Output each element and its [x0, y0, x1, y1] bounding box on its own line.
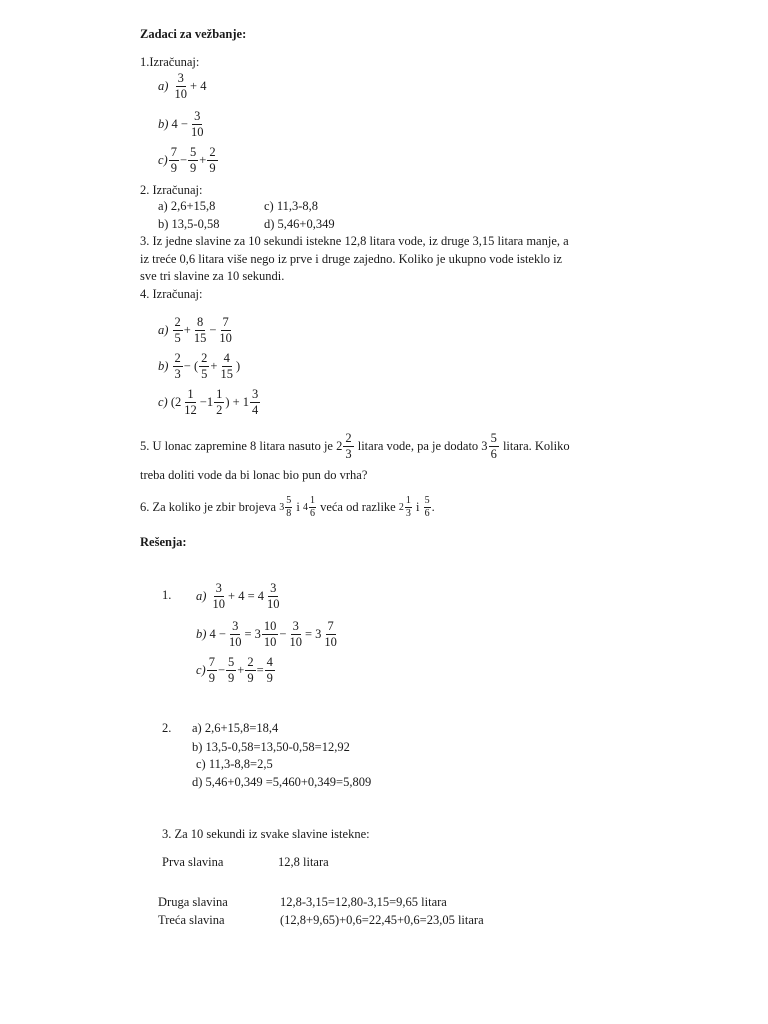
task4-b [158, 352, 240, 380]
task1-a-label: a) [158, 78, 169, 93]
task5-text-1: 5. U lonac zapremine 8 litara nasuto je 2 [140, 438, 343, 453]
task6-text-1: 6. Za koliko je zbir brojeva [140, 500, 277, 515]
task4-a-label: a) [158, 322, 169, 337]
task5-fraction-2: $\frac{5}{6}$ [490, 431, 497, 461]
solution1-b-fraction-4: $\frac{7}{10}$ [324, 619, 337, 649]
task5-text-2: litara vode, pa je dodato 3 [357, 438, 488, 453]
solution1-c-label: c) [196, 662, 206, 677]
task4-c-op1: −1 [199, 394, 214, 409]
task4-b-op1: − ( [183, 358, 199, 373]
task4-c [158, 388, 261, 416]
solution1-a-label: a) [196, 588, 207, 603]
task4-b-fraction-1: $\frac{2}{3}$ [174, 351, 181, 381]
task4-a-fraction-1: $\frac{2}{5}$ [174, 315, 181, 345]
task6-whole-1: 3 [279, 501, 285, 513]
solution1-b-eq1: = 3 [244, 626, 261, 641]
task2-heading: 2. Izračunaj: [140, 183, 203, 197]
solution1-c-fraction-1: $\frac{7}{9}$ [208, 655, 215, 685]
task1-heading: 1.Izračunaj: [140, 55, 200, 69]
task5-line-1 [140, 432, 570, 460]
task6-fraction-3: $\frac{1}{3}$ [405, 495, 411, 519]
task5-fraction-1: $\frac{2}{3}$ [345, 431, 352, 461]
solution1-b [196, 620, 340, 648]
solution3-row-label: Prva slavina [162, 855, 224, 869]
task5-line-2: treba doliti vode da bi lonac bio pun do vrha? [140, 468, 368, 482]
task2-b: b) 13,5-0,58 [158, 217, 220, 231]
task1-b-label: b) [158, 116, 169, 131]
task4-b-close: ) [235, 358, 241, 373]
solution1-b-op: − [279, 626, 287, 641]
task6-fraction-1: $\frac{5}{8}$ [286, 495, 292, 519]
solution3-row-value: 12,8 litara [278, 855, 329, 869]
task6-and-2: i [415, 500, 420, 515]
solution1-b-fraction-2: $\frac{10}{10}$ [263, 619, 277, 649]
task6-fraction-2: $\frac{1}{6}$ [309, 495, 315, 519]
page-title: Zadaci za vežbanje: [140, 27, 247, 41]
solution1-c-fraction-4: $\frac{4}{9}$ [266, 655, 273, 685]
task4-c-label: c) [158, 394, 168, 409]
solution1-a-fraction-2: $\frac{3}{10}$ [267, 581, 280, 611]
task4-b-label: b) [158, 358, 169, 373]
task1-b [158, 110, 206, 138]
solution2-b: b) 13,5-0,58=13,50-0,58=12,92 [192, 740, 350, 754]
solution1-c-op1: − [217, 662, 226, 677]
task6-end: . [431, 500, 435, 515]
task1-c [158, 146, 219, 174]
solution1-b-label: b) [196, 626, 207, 641]
task4-c-op2: ) + 1 [225, 394, 250, 409]
task3-line-2: iz treće 0,6 litara više nego iz prve i druge zajedno. Koliko je ukupno vode isteklo iz [140, 252, 563, 266]
solution1-c-op2: + [237, 662, 245, 677]
task3-line-1: 3. Iz jedne slavine za 10 sekundi istekne 12,8 litara vode, iz druge 3,15 litara manje, a [140, 234, 569, 248]
task1-c-op2: + [199, 152, 207, 167]
solution1-a-mid: + 4 = 4 [228, 588, 265, 603]
solution3-heading: 3. Za 10 sekundi iz svake slavine istekne: [162, 827, 370, 841]
task6-whole-2: 4 [302, 501, 308, 513]
solution3-row-label: Treća slavina [158, 913, 225, 927]
solution1-c-fraction-2: $\frac{5}{9}$ [228, 655, 235, 685]
task4-heading: 4. Izračunaj: [140, 287, 203, 301]
task4-b-fraction-3: $\frac{4}{15}$ [220, 351, 233, 381]
task1-c-fraction-1: $\frac{7}{9}$ [170, 145, 177, 175]
task1-a [158, 72, 206, 100]
task5-text-3: litara. Koliko [502, 438, 570, 453]
solution3-row-label: Druga slavina [158, 895, 228, 909]
solution1-c-fraction-3: $\frac{2}{9}$ [247, 655, 254, 685]
task4-a-op2: − [209, 322, 217, 337]
solution2-a: a) 2,6+15,8=18,4 [192, 721, 279, 735]
task2-a: a) 2,6+15,8 [158, 199, 216, 213]
task4-c-open: (2 [170, 394, 182, 409]
task6-whole-3: 2 [398, 501, 404, 513]
solution1-a-fraction-1: $\frac{3}{10}$ [212, 581, 226, 611]
task1-c-op1: − [179, 152, 188, 167]
task4-a-fraction-2: $\frac{8}{15}$ [193, 315, 207, 345]
solution1-b-fraction-1: $\frac{3}{10}$ [228, 619, 242, 649]
task2-c: c) 11,3-8,8 [264, 199, 319, 213]
solution3-row-value: 12,8-3,15=12,80-3,15=9,65 litara [280, 895, 447, 909]
solution2-number: 2. [162, 721, 172, 735]
solution1-c-eq: = [256, 662, 264, 677]
task1-c-fraction-3: $\frac{2}{9}$ [209, 145, 216, 175]
task4-c-fraction-3: $\frac{3}{4}$ [252, 387, 259, 417]
task4-a-op1: + [183, 322, 191, 337]
solutions-title: Rešenja: [140, 535, 187, 549]
solution1-b-pre: 4 − [209, 626, 226, 641]
task6-text-2: veća od razlike [320, 500, 396, 515]
task4-b-fraction-2: $\frac{2}{5}$ [201, 351, 208, 381]
solution1-b-eq2: = 3 [304, 626, 322, 641]
solution1-c [196, 656, 276, 684]
task2-d: d) 5,46+0,349 [264, 217, 335, 231]
task4-b-op2: + [210, 358, 218, 373]
solution1-number: 1. [162, 588, 172, 602]
solution1-b-fraction-3: $\frac{3}{10}$ [289, 619, 302, 649]
solution2-d: d) 5,46+0,349 =5,460+0,349=5,809 [192, 775, 372, 789]
task1-c-fraction-2: $\frac{5}{9}$ [190, 145, 197, 175]
task6-fraction-4: $\frac{5}{6}$ [424, 495, 430, 519]
task1-a-fraction: $\frac{3}{10}$ [174, 71, 188, 101]
task1-c-label: c) [158, 152, 168, 167]
task1-b-pre: 4 − [171, 116, 188, 131]
task1-a-rest: + 4 [190, 78, 207, 93]
task4-a [158, 316, 235, 344]
task3-line-3: sve tri slavine za 10 sekundi. [140, 269, 285, 283]
task6-line [140, 496, 435, 519]
task1-b-fraction: $\frac{3}{10}$ [190, 109, 204, 139]
solution2-c: c) 11,3-8,8=2,5 [196, 757, 273, 771]
task4-c-fraction-1: $\frac{1}{12}$ [184, 387, 197, 417]
task6-and-1: i [296, 500, 300, 515]
solution3-row-value: (12,8+9,65)+0,6=22,45+0,6=23,05 litara [280, 913, 484, 927]
task4-c-fraction-2: $\frac{1}{2}$ [216, 387, 223, 417]
solution1-a [196, 582, 283, 610]
task4-a-fraction-3: $\frac{7}{10}$ [219, 315, 232, 345]
